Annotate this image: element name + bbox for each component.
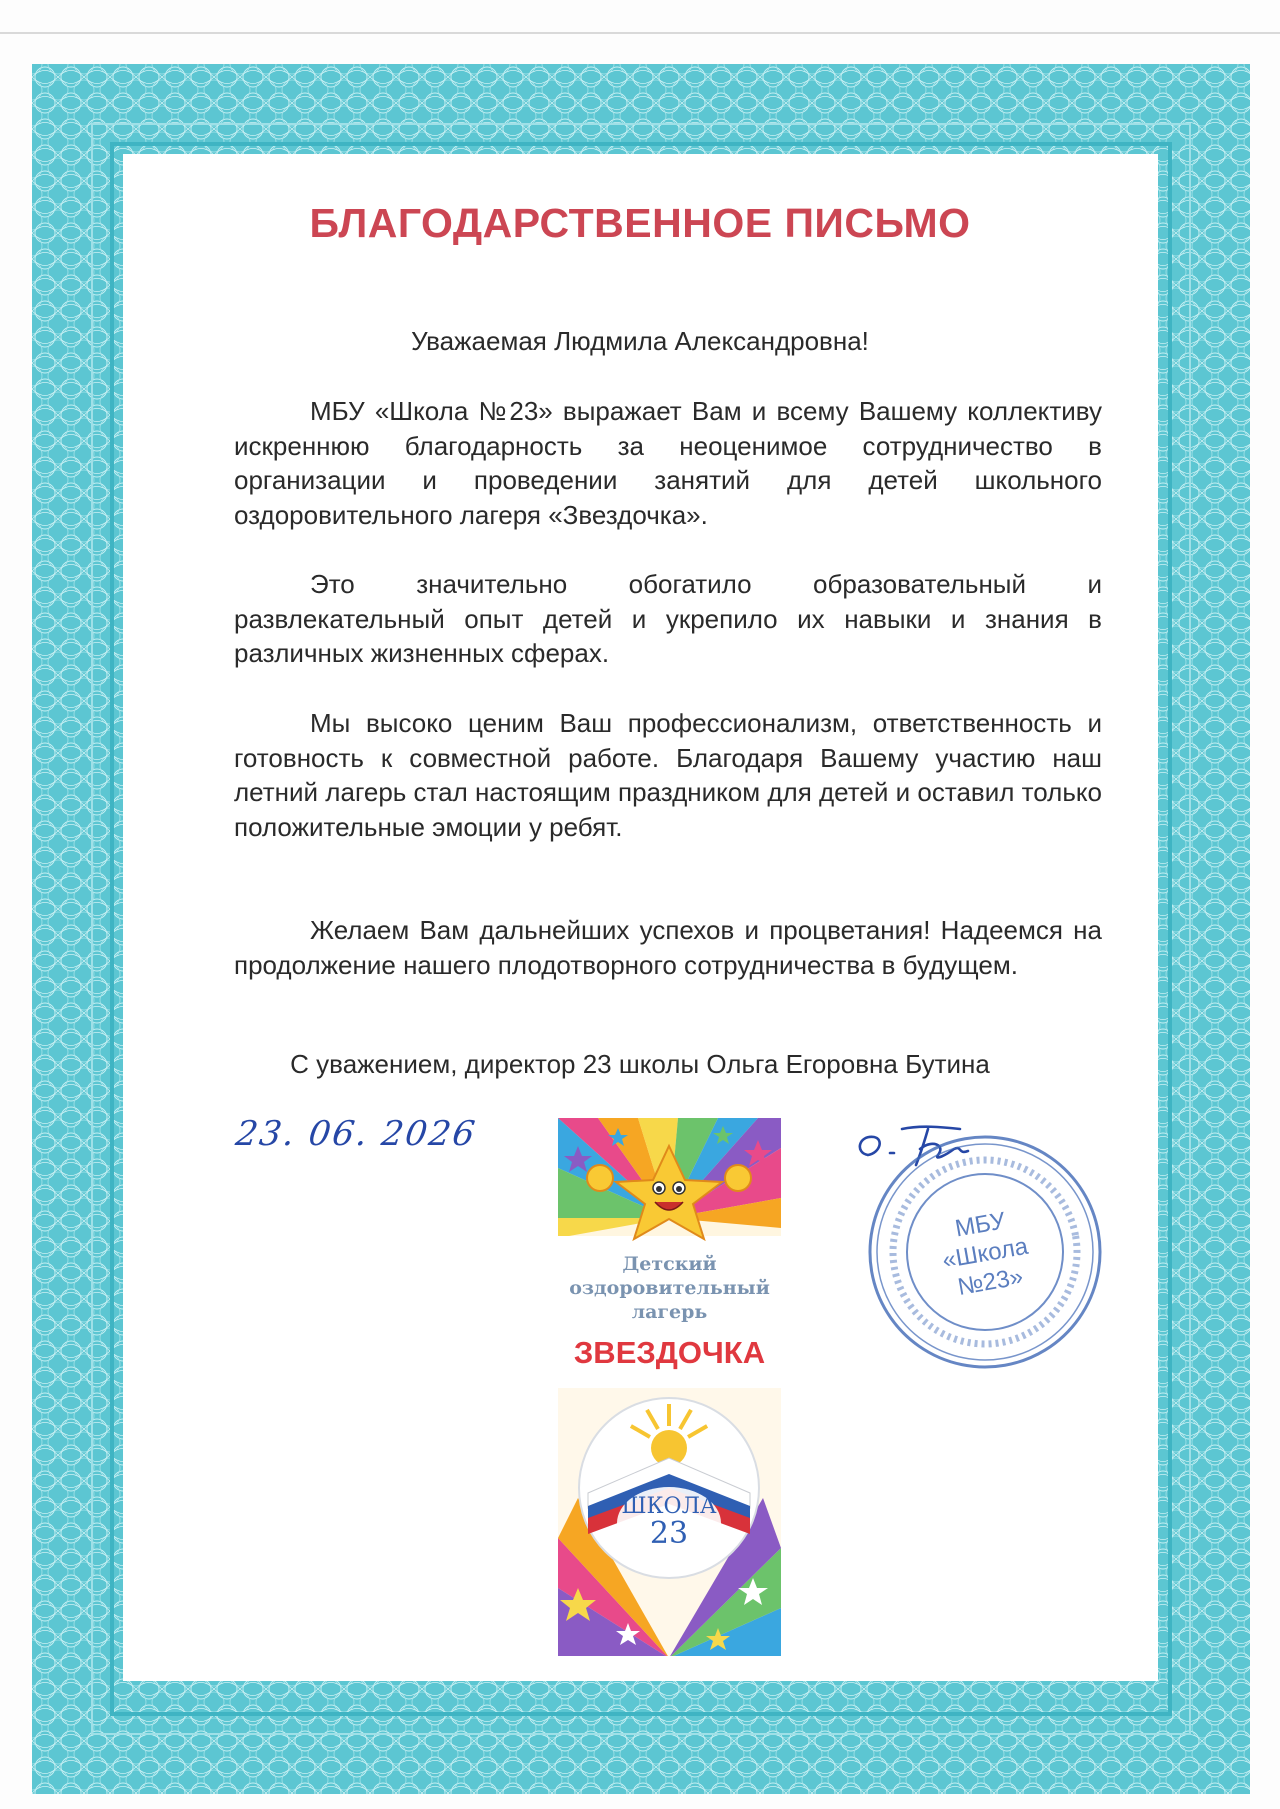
school-23-logo (558, 1388, 781, 1656)
paragraph-1: МБУ «Школа №23» выражает Вам и всему Вашему коллективу искреннюю благодарность за неоценимое сотрудничество в организации и проведении занятий для детей школьного оздоровительного лагеря «Звездочка». (234, 396, 1102, 530)
stamp-line-1: МБУ (953, 1207, 1008, 1243)
paragraph-2: Это значительно обогатило образовательный и развлекательный опыт детей и укрепило их навыки и знания в различных жизненных сферах. (234, 569, 1102, 668)
camp-line-1: Детский (622, 1253, 717, 1275)
school-stamp (860, 1127, 1110, 1377)
letter-title: БЛАГОДАРСТВЕННОЕ ПИСЬМО (309, 200, 971, 246)
handwritten-date: 23. 06. 2026 (233, 1114, 480, 1154)
camp-line-3: лагерь (631, 1301, 708, 1323)
scan-edge-line (0, 32, 1280, 34)
school-number: 23 (649, 1516, 689, 1551)
greeting: Уважаемая Людмила Александровна! (411, 326, 869, 356)
school-label: ШКОЛА (621, 1494, 717, 1519)
stamp-line-2: «Школа (940, 1232, 1031, 1275)
camp-description (558, 1252, 781, 1324)
camp-name: ЗВЕЗДОЧКА (573, 1335, 766, 1370)
stamp-line-3: №23» (955, 1263, 1026, 1302)
camp-line-2: оздоровительный (569, 1277, 770, 1299)
paragraph-3: Мы высоко ценим Ваш профессионализм, ответственность и готовность к совместной работе. Благодаря Вашему участию наш летний лагерь стал настоящим праздником для детей и оставил только положительные эмоции у ребят. (234, 708, 1102, 842)
paragraph-4: Желаем Вам дальнейших успехов и процветания! Надеемся на продолжение нашего плодотворного сотрудничества в будущем. (234, 915, 1102, 980)
closing-line: С уважением, директор 23 школы Ольга Егоровна Бутина (290, 1049, 990, 1079)
